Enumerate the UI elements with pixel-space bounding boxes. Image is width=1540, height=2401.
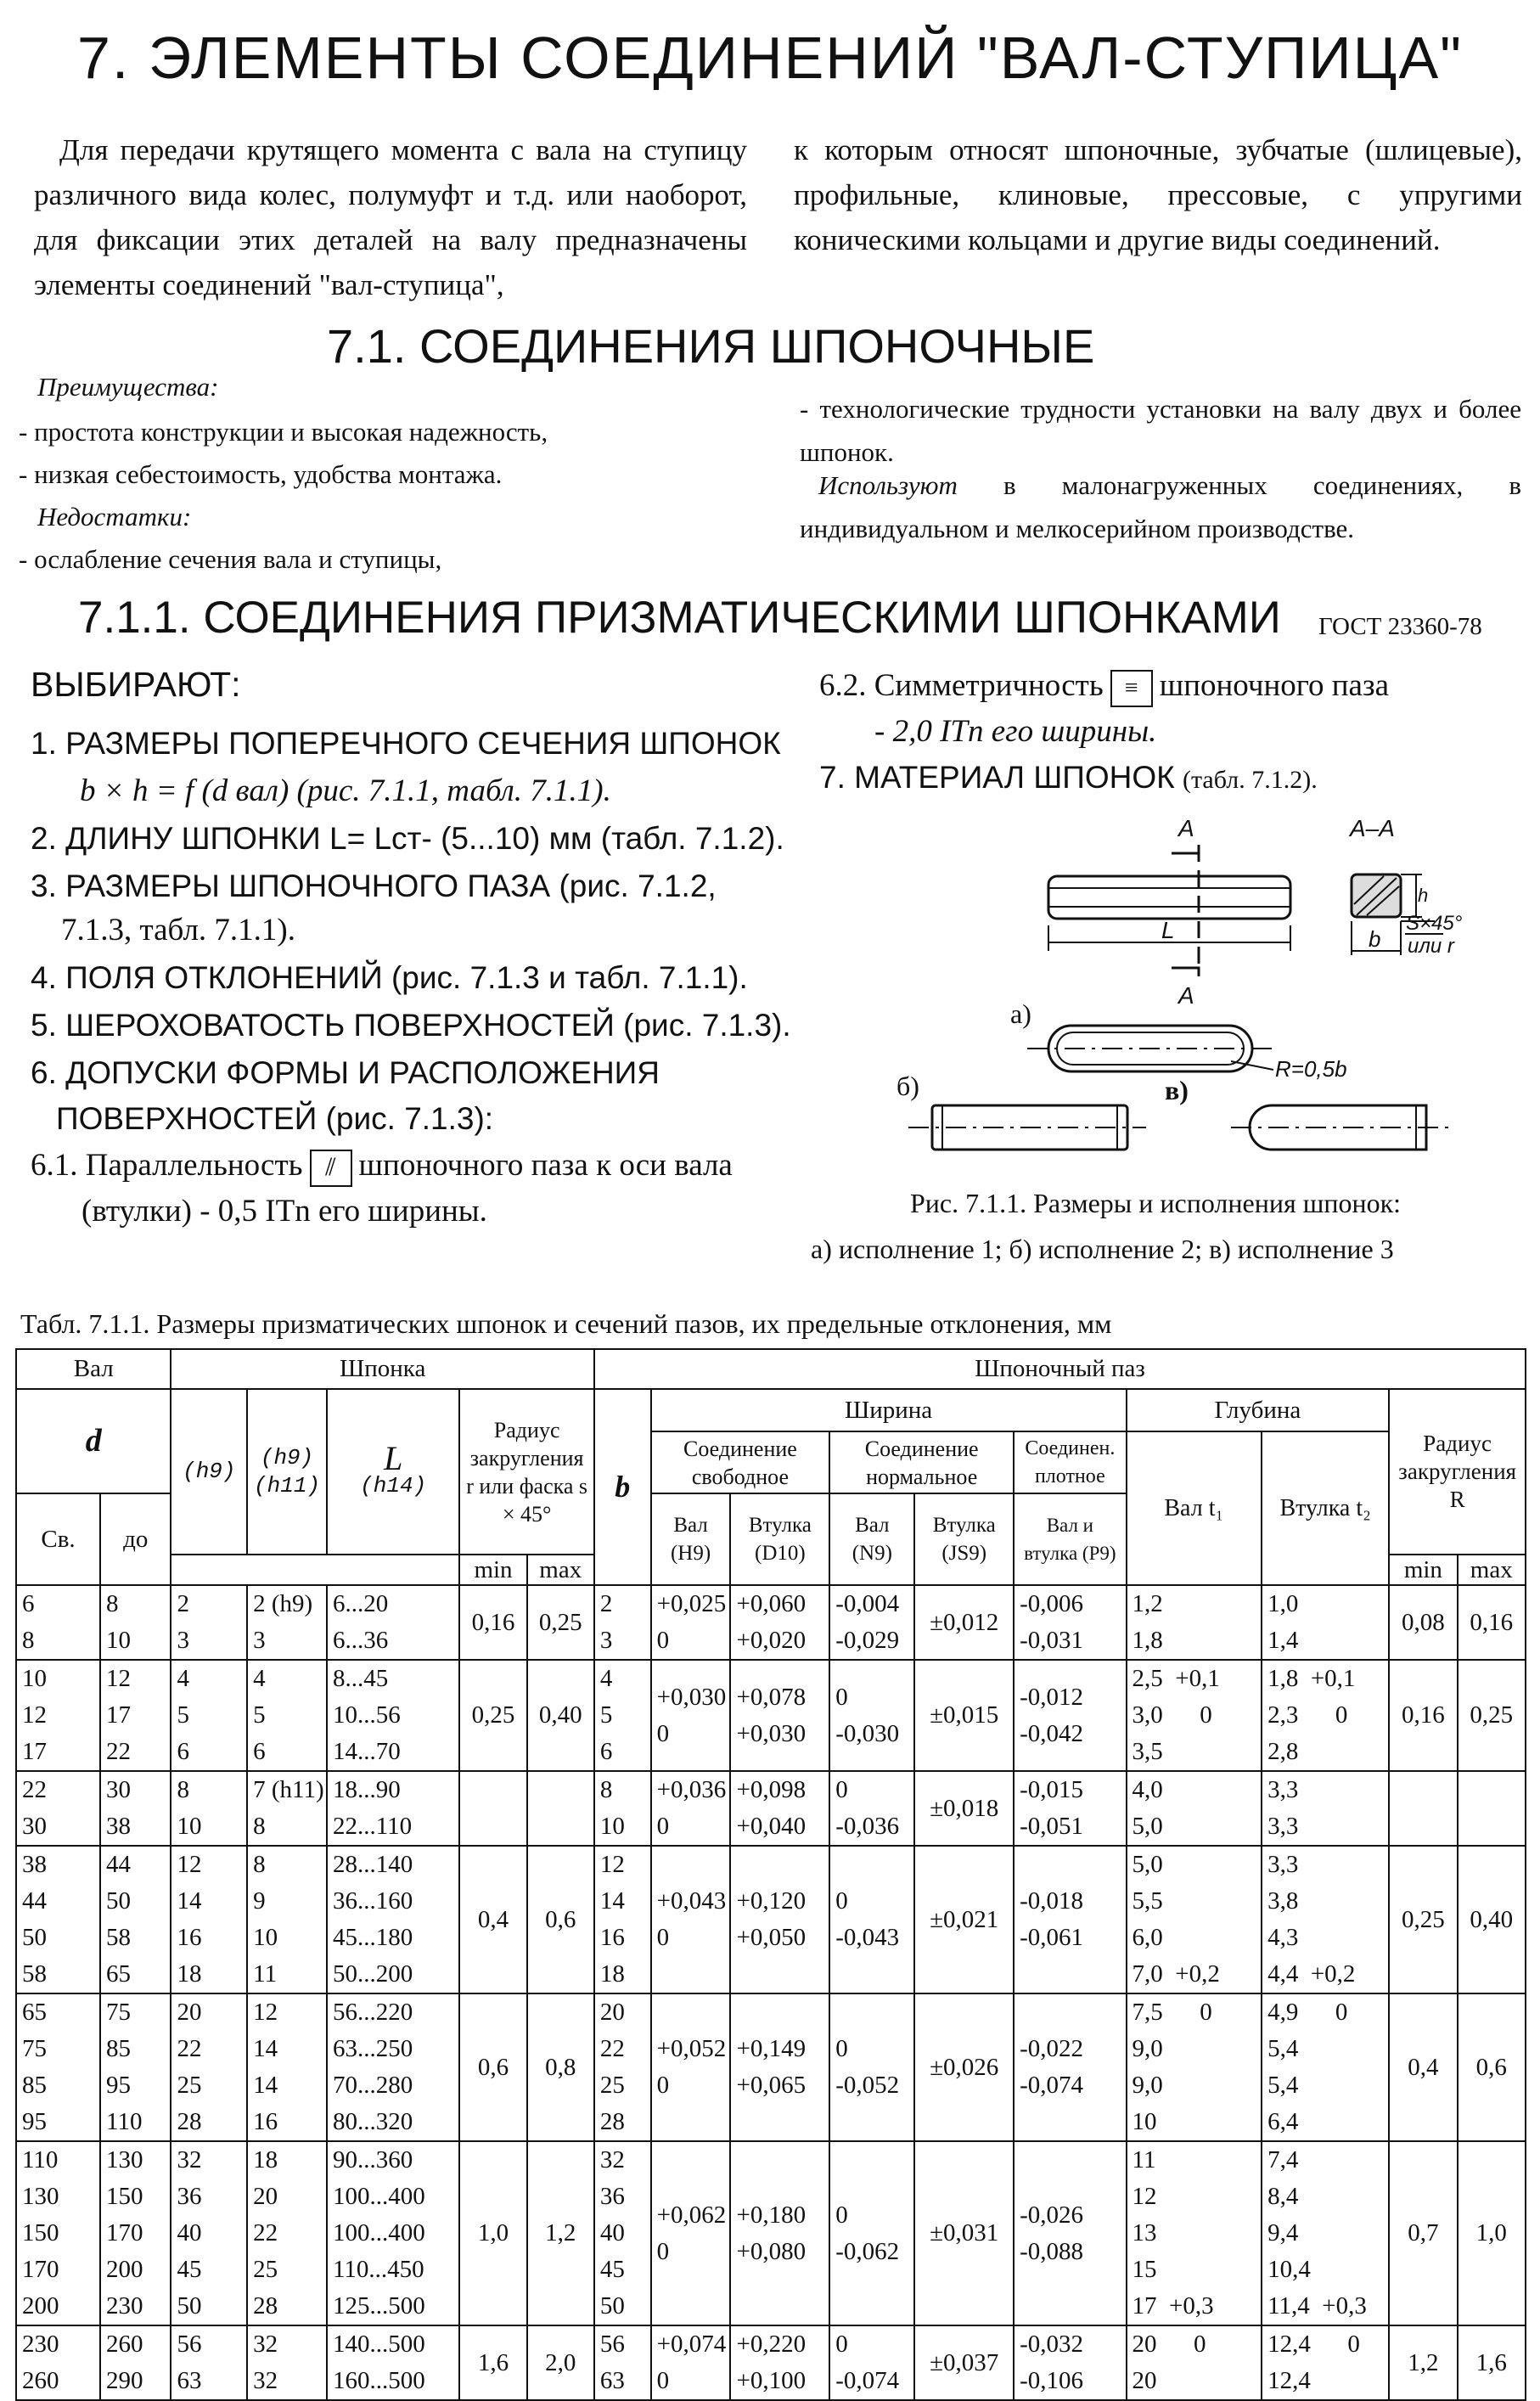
th-b: (h9) (h11) (247, 1389, 327, 1555)
label-a-bottom: А (1178, 982, 1194, 1009)
cell-h9: +0,052 0 (651, 1993, 731, 2141)
cell-smin: 1,6 (459, 2325, 526, 2400)
cell-p9: -0,012 -0,042 (1014, 1660, 1126, 1771)
parallelism-icon: ⫽ (310, 1150, 352, 1187)
cell-do: 44 50 58 65 (100, 1846, 171, 1993)
figure-caption-2: а) исполнение 1; б) исполнение 2; в) исполнение 3 (811, 1234, 1394, 1264)
th-empty (171, 1555, 459, 1585)
item-3: 3. РАЗМЕРЫ ШПОНОЧНОГО ПАЗА (рис. 7.1.2, (31, 869, 717, 903)
cell-b: 7 (h11) 8 (247, 1771, 327, 1846)
disadvantage-1: - ослабление сечения вала и ступицы, (19, 544, 442, 574)
cell-t2: 1,8 +0,1 2,3 0 2,8 (1262, 1660, 1389, 1771)
th-paz: Шпоночный паз (594, 1349, 1526, 1389)
cell-rmin: 1,2 (1389, 2325, 1457, 2400)
cell-do: 260 290 (100, 2325, 171, 2400)
item-6-2 (819, 662, 1389, 710)
cell-smax: 2,0 (527, 2325, 594, 2400)
table-row (16, 2141, 1526, 2325)
cell-t1: 7,5 0 9,0 9,0 10 (1127, 1993, 1262, 2141)
label-a: а) (1010, 998, 1031, 1029)
th-L (327, 1389, 459, 1555)
label-b: б) (896, 1071, 919, 1101)
th-rmin: min (1389, 1555, 1457, 1585)
cell-do: 30 38 (100, 1771, 171, 1846)
cell-d10: +0,149 +0,065 (730, 1993, 829, 2141)
cell-L: 8...45 10...56 14...70 (327, 1660, 459, 1771)
cell-b: 4 5 6 (247, 1660, 327, 1771)
cell-t2: 4,9 0 5,4 5,4 6,4 (1262, 1993, 1389, 2141)
item-1-formula: b × h = f (d вал) (рис. 7.1.1, табл. 7.1.1). (80, 773, 611, 808)
disadvantage-2: - технологические трудности установки на валу двух и более шпонок. (800, 394, 1521, 467)
th-depth: Глубина (1127, 1389, 1390, 1431)
th-val-n9: Вал (N9) (829, 1493, 914, 1585)
th-tight: Соединен. плотное (1014, 1431, 1126, 1493)
label-s: S×45° (1406, 912, 1463, 935)
cell-h: 32 36 40 45 50 (171, 2141, 247, 2325)
cell-h: 2 3 (171, 1585, 247, 1660)
cell-pb: 2 3 (594, 1585, 651, 1660)
usage-body: в малонагруженных соединениях, в индивидуальном и мелкосерийном производстве. (800, 470, 1522, 543)
cell-t1: 20 0 20 (1127, 2325, 1262, 2400)
th-radius-R: Радиус закругления R (1389, 1389, 1526, 1555)
cell-smax: 0,25 (527, 1585, 594, 1660)
th-t2: Втулка t₂ (1262, 1431, 1389, 1585)
label-l: L (1161, 917, 1175, 943)
cell-sv: 110 130 150 170 200 (16, 2141, 100, 2325)
symmetry-icon: ≡ (1110, 670, 1153, 707)
item-5: 5. ШЕРОХОВАТОСТЬ ПОВЕРХНОСТЕЙ (рис. 7.1.3). (31, 1008, 791, 1043)
cell-p9: -0,026 -0,088 (1014, 2141, 1126, 2325)
choose-heading: ВЫБИРАЮТ: (31, 665, 241, 704)
table-row (16, 1993, 1526, 2141)
item-4: 4. ПОЛЯ ОТКЛОНЕНИЙ (рис. 7.1.3 и табл. 7.1.1). (31, 960, 748, 995)
cell-L: 18...90 22...110 (327, 1771, 459, 1846)
cell-pb: 4 5 6 (594, 1660, 651, 1771)
cell-do: 130 150 170 200 230 (100, 2141, 171, 2325)
cell-n9: 0 -0,062 (829, 2141, 914, 2325)
th-rmax: max (1458, 1555, 1526, 1585)
label-R: R=0,5b (1275, 1056, 1347, 1082)
cell-rmax: 0,6 (1458, 1993, 1526, 2141)
cell-d10: +0,078 +0,030 (730, 1660, 829, 1771)
cell-h: 4 5 6 (171, 1660, 247, 1771)
cell-smax: 0,40 (527, 1660, 594, 1771)
item-6-1-text: шпоночного паза к оси вала (358, 1148, 733, 1183)
cell-p9: -0,032 -0,106 (1014, 2325, 1126, 2400)
cell-rmax: 1,0 (1458, 2141, 1526, 2325)
cell-sv: 22 30 (16, 1771, 100, 1846)
advantage-2: - низкая себестоимость, удобства монтажа. (19, 459, 503, 489)
cell-p9: -0,022 -0,074 (1014, 1993, 1126, 2141)
cell-js9: ±0,015 (914, 1660, 1014, 1771)
item-7 (819, 754, 1318, 804)
cell-t2: 12,4 0 12,4 (1262, 2325, 1389, 2400)
table-row (16, 2325, 1526, 2400)
cell-pb: 20 22 25 28 (594, 1993, 651, 2141)
cell-d10: +0,220 +0,100 (730, 2325, 829, 2400)
cell-h: 20 22 25 28 (171, 1993, 247, 2141)
cell-L: 140...500 160...500 (327, 2325, 459, 2400)
cell-sv: 38 44 50 58 (16, 1846, 100, 1993)
th-vt-js9: Втулка (JS9) (914, 1493, 1014, 1585)
cell-rmax: 1,6 (1458, 2325, 1526, 2400)
th-L-tol: (h14) (360, 1472, 427, 1499)
th-max: max (527, 1555, 594, 1585)
item-6-cont: ПОВЕРХНОСТЕЙ (рис. 7.1.3): (56, 1101, 494, 1136)
cell-p9: -0,006 -0,031 (1014, 1585, 1126, 1660)
th-to: до (100, 1493, 171, 1585)
cell-h: 8 10 (171, 1771, 247, 1846)
disadvantages-heading: Недостатки: (37, 502, 192, 531)
cell-t1: 5,0 5,5 6,0 7,0 +0,2 (1127, 1846, 1262, 1993)
cell-h9: +0,030 0 (651, 1660, 731, 1771)
cell-pb: 12 14 16 18 (594, 1846, 651, 1993)
th-val-vt-p9: Вал и втулка (P9) (1014, 1493, 1126, 1585)
item-3-cont: 7.1.3, табл. 7.1.1). (61, 913, 295, 947)
item-1: 1. РАЗМЕРЫ ПОПЕРЕЧНОГО СЕЧЕНИЯ ШПОНОК (31, 726, 781, 761)
cell-smin: 1,0 (459, 2141, 526, 2325)
cell-t2: 3,3 3,8 4,3 4,4 +0,2 (1262, 1846, 1389, 1993)
usage-word: Используют (818, 470, 958, 500)
cell-js9: ±0,026 (914, 1993, 1014, 2141)
intro-left: Для передачи крутящего момента с вала на ступицу различного вида колес, полумуфт и т.д. или наоборот, для фиксации этих деталей на валу предназначены элементы соединений "вал-ступица", (34, 133, 747, 301)
cell-do: 75 85 95 110 (100, 1993, 171, 2141)
cell-js9: ±0,031 (914, 2141, 1014, 2325)
cell-h9: +0,043 0 (651, 1846, 731, 1993)
cell-t2: 3,3 3,3 (1262, 1771, 1389, 1846)
item-6-2-cont: - 2,0 ITn его ширины. (874, 714, 1157, 749)
item-7-label: 7. МАТЕРИАЛ ШПОНОК (819, 760, 1175, 795)
th-L-symbol: L (384, 1438, 403, 1477)
cell-smin (459, 1771, 526, 1846)
cell-rmin: 0,4 (1389, 1993, 1457, 2141)
th-radius: Радиус закругления r или фаска s × 45° (459, 1389, 594, 1555)
item-6-2-text: шпоночного паза (1159, 668, 1390, 703)
th-vt-d10: Втулка (D10) (730, 1493, 829, 1585)
cell-rmin: 0,16 (1389, 1660, 1457, 1771)
cell-L: 28...140 36...160 45...180 50...200 (327, 1846, 459, 1993)
cell-smin: 0,16 (459, 1585, 526, 1660)
label-h: h (1418, 885, 1429, 906)
cell-js9: ±0,037 (914, 2325, 1014, 2400)
cell-rmin: 0,25 (1389, 1846, 1457, 1993)
cell-t1: 2,5 +0,1 3,0 0 3,5 (1127, 1660, 1262, 1771)
cell-sv: 10 12 17 (16, 1660, 100, 1771)
item-6-1 (31, 1142, 733, 1189)
cell-do: 8 10 (100, 1585, 171, 1660)
item-6: 6. ДОПУСКИ ФОРМЫ И РАСПОЛОЖЕНИЯ (31, 1055, 660, 1090)
cell-b: 2 (h9) 3 (247, 1585, 327, 1660)
th-val-h9: Вал (H9) (651, 1493, 731, 1585)
cell-L: 56...220 63...250 70...280 80...320 (327, 1993, 459, 2141)
cell-h9: +0,036 0 (651, 1771, 731, 1846)
cell-h: 56 63 (171, 2325, 247, 2400)
th-shponka: Шпонка (171, 1349, 593, 1389)
cell-t2: 1,0 1,4 (1262, 1585, 1389, 1660)
item-7-ref: (табл. 7.1.2). (1182, 766, 1318, 794)
th-d: d (16, 1389, 171, 1493)
table-row (16, 1846, 1526, 1993)
cell-smax (527, 1771, 594, 1846)
item-6-1-label: 6.1. Параллельность (31, 1148, 303, 1183)
cell-d10: +0,098 +0,040 (730, 1771, 829, 1846)
th-h: (h9) (171, 1389, 247, 1555)
th-pb: b (594, 1389, 651, 1585)
cell-js9: ±0,021 (914, 1846, 1014, 1993)
label-v: в) (1165, 1075, 1189, 1105)
cell-rmax: 0,25 (1458, 1660, 1526, 1771)
cell-smax: 0,8 (527, 1993, 594, 2141)
cell-pb: 8 10 (594, 1771, 651, 1846)
section-711-title: 7.1.1. СОЕДИНЕНИЯ ПРИЗМАТИЧЕСКИМИ ШПОНКАМИ (78, 593, 1281, 643)
cell-h9: +0,074 0 (651, 2325, 731, 2400)
cell-sv: 230 260 (16, 2325, 100, 2400)
label-a-a: А–А (1350, 815, 1395, 841)
item-2: 2. ДЛИНУ ШПОНКИ L= Lст- (5...10) мм (табл. 7.1.2). (31, 821, 784, 856)
cell-L: 90...360 100...400 100...400 110...450 125...500 (327, 2141, 459, 2325)
th-from: Св. (16, 1493, 100, 1585)
intro-right: к которым относят шпоночные, зубчатые (шлицевые), профильные, клиновые, прессовые, с упругими коническими кольцами и другие виды соединений. (794, 133, 1522, 256)
table-row (16, 1771, 1526, 1846)
cell-smin: 0,25 (459, 1660, 526, 1771)
cell-js9: ±0,012 (914, 1585, 1014, 1660)
cell-n9: 0 -0,074 (829, 2325, 914, 2400)
key-side-view (1048, 876, 1290, 919)
cell-n9: 0 -0,030 (829, 1660, 914, 1771)
cell-b: 8 9 10 11 (247, 1846, 327, 1993)
page-title: 7. ЭЛЕМЕНТЫ СОЕДИНЕНИЙ "ВАЛ-СТУПИЦА" (77, 25, 1463, 91)
th-min: min (459, 1555, 526, 1585)
item-6-1-cont: (втулки) - 0,5 ITn его ширины. (81, 1194, 487, 1229)
cell-t1: 11 12 13 15 17 +0,3 (1127, 2141, 1262, 2325)
cell-h9: +0,025 0 (651, 1585, 731, 1660)
cell-rmax: 0,16 (1458, 1585, 1526, 1660)
table-row (16, 1585, 1526, 1660)
cell-b: 32 32 (247, 2325, 327, 2400)
table-caption: Табл. 7.1.1. Размеры призматических шпонок и сечений пазов, их предельные отклонения, мм (20, 1308, 1112, 1339)
cell-t2: 7,4 8,4 9,4 10,4 11,4 +0,3 (1262, 2141, 1389, 2325)
cell-n9: -0,004 -0,029 (829, 1585, 914, 1660)
cell-b: 12 14 14 16 (247, 1993, 327, 2141)
th-normal: Соединение нормальное (829, 1431, 1014, 1493)
key-dimensions-table (15, 1348, 1526, 2401)
th-val: Вал (16, 1349, 171, 1389)
cell-t1: 4,0 5,0 (1127, 1771, 1262, 1846)
cell-t1: 1,2 1,8 (1127, 1585, 1262, 1660)
cell-L: 6...20 6...36 (327, 1585, 459, 1660)
cell-smin: 0,6 (459, 1993, 526, 2141)
cell-d10: +0,060 +0,020 (730, 1585, 829, 1660)
cell-h9: +0,062 0 (651, 2141, 731, 2325)
cell-pb: 56 63 (594, 2325, 651, 2400)
cell-n9: 0 -0,036 (829, 1771, 914, 1846)
cell-p9: -0,018 -0,061 (1014, 1846, 1126, 1993)
cell-h: 12 14 16 18 (171, 1846, 247, 1993)
cell-rmin (1389, 1771, 1457, 1846)
cell-b: 18 20 22 25 28 (247, 2141, 327, 2325)
cell-smin: 0,4 (459, 1846, 526, 1993)
label-a-top: А (1178, 815, 1194, 841)
cell-sv: 6 8 (16, 1585, 100, 1660)
cell-rmax (1458, 1771, 1526, 1846)
th-t1: Вал t₁ (1127, 1431, 1262, 1585)
key-figure (891, 807, 1537, 1163)
cell-sv: 65 75 85 95 (16, 1993, 100, 2141)
table-row (16, 1660, 1526, 1771)
cell-smax: 1,2 (527, 2141, 594, 2325)
usage-text (800, 464, 1521, 550)
cell-d10: +0,120 +0,050 (730, 1846, 829, 1993)
cell-do: 12 17 22 (100, 1660, 171, 1771)
item-6-2-label: 6.2. Симметричность (819, 668, 1104, 703)
cell-smax: 0,6 (527, 1846, 594, 1993)
section-71-title: 7.1. СОЕДИНЕНИЯ ШПОНОЧНЫЕ (327, 319, 1095, 373)
cell-d10: +0,180 +0,080 (730, 2141, 829, 2325)
figure-caption: Рис. 7.1.1. Размеры и исполнения шпонок: (910, 1188, 1402, 1218)
cell-p9: -0,015 -0,051 (1014, 1771, 1126, 1846)
label-r: или r (1408, 935, 1454, 958)
cell-pb: 32 36 40 45 50 (594, 2141, 651, 2325)
cell-js9: ±0,018 (914, 1771, 1014, 1846)
advantages-heading: Преимущества: (37, 372, 219, 402)
cell-rmax: 0,40 (1458, 1846, 1526, 1993)
th-width: Ширина (651, 1389, 1127, 1431)
cell-n9: 0 -0,052 (829, 1993, 914, 2141)
label-b-dim: b (1369, 926, 1381, 952)
gost-label: ГОСТ 23360-78 (1318, 613, 1482, 640)
cell-n9: 0 -0,043 (829, 1846, 914, 1993)
cell-rmin: 0,7 (1389, 2141, 1457, 2325)
th-free: Соединение свободное (651, 1431, 830, 1493)
advantage-1: - простота конструкции и высокая надежность, (19, 417, 548, 447)
cell-rmin: 0,08 (1389, 1585, 1457, 1660)
